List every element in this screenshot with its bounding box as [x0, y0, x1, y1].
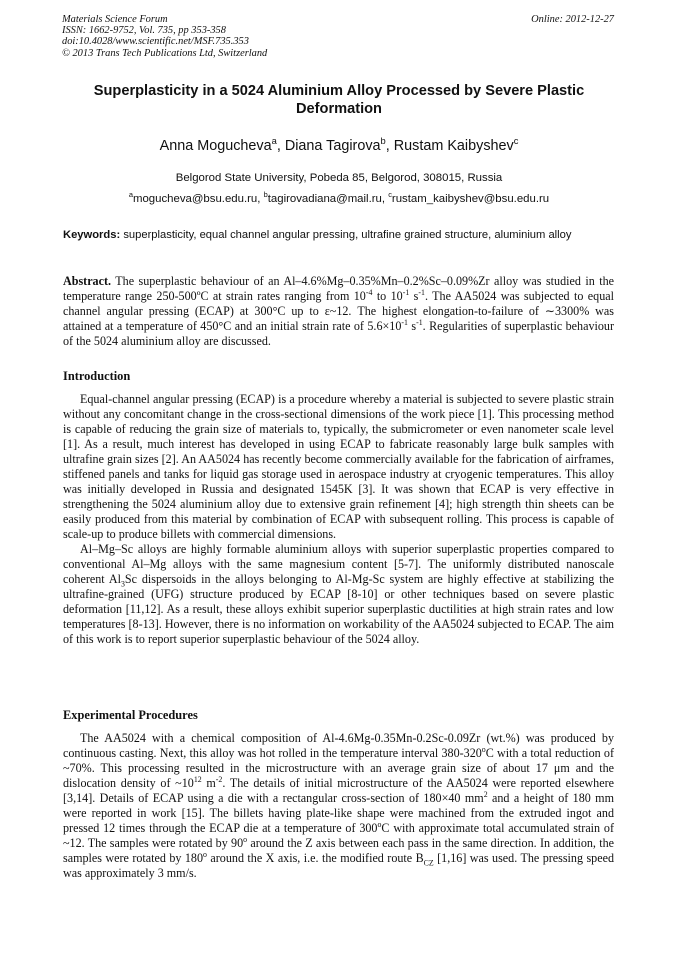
subscript: CZ [423, 858, 434, 868]
author-mark: b [380, 136, 386, 147]
superscript: o [377, 819, 382, 829]
superscript: o [243, 834, 248, 844]
email-mark: a [128, 190, 133, 200]
author-name: Rustam Kaibyshev [393, 138, 514, 154]
experimental-body [63, 731, 614, 881]
email-list: $^a$mogucheva@bsu.edu.ru, $^b$tagirovadiana@mail.ru, $^c$rustam_kaibyshev@bsu.edu.ru [128, 190, 550, 205]
paragraph-text: The AA5024 with a chemical composition of Al-4.6Mg-0.35Mn-0.2Sc-0.09Zr (wt.%) was produced by continuous casting. Next, this alloy was hot rolled in the temperature interval 380-320 [63, 731, 614, 760]
abstract-text: s [407, 319, 417, 333]
keywords [63, 228, 614, 243]
author-mark: c [513, 136, 519, 147]
author-name: Diana Tagirova [284, 138, 381, 154]
paragraph-text: around the Z axis between each pass in the same direction. In addition, the samples were rotated by 180 [63, 836, 615, 865]
doi-line[interactable]: doi:10.4028/www.scientific.net/MSF.735.353 [62, 36, 249, 48]
paper-title: Superplasticity in a 5024 Aluminium Alloy Processed by Severe Plastic Deformation [93, 83, 585, 117]
abstract-sup: -4 [365, 287, 373, 297]
email-address[interactable]: mogucheva@bsu.edu.ru [132, 193, 258, 205]
abstract-text: . The AA5024 was subjected to equal channel angular pressing (ECAP) at 300°C up to ε~12. The highest elongation-to-failure of ∼3300% was attained at a temperature of 450°C and an initial strain rate of 5.6×10 [63, 289, 614, 333]
subscript: 3 [120, 579, 125, 589]
issn-line: ISSN: 1662-9752, Vol. 735, pp 353-358 [62, 25, 226, 37]
superscript: o [481, 744, 486, 754]
introduction-body [63, 392, 614, 647]
abstract [63, 274, 614, 349]
email-mark: c [388, 190, 392, 200]
online-date: Online: 2012-12-27 [531, 14, 614, 25]
paragraph [63, 731, 614, 881]
paragraph-text: C with a total reduction of ~70%. This processing resulted in the microstructure with an average grain size of about 17 μm and the dislocation density of ~10 [63, 746, 614, 790]
keywords-text: superplasticity, equal channel angular pressing, ultrafine grained structure, aluminium alloy [123, 229, 572, 241]
keywords-label: Keywords: [63, 229, 121, 241]
copyright-line: © 2013 Trans Tech Publications Ltd, Switzerland [62, 47, 268, 59]
email-address[interactable]: tagirovadiana@mail.ru [267, 193, 382, 205]
superscript: 12 [193, 774, 202, 784]
superscript: 2 [483, 789, 488, 799]
abstract-text: s [409, 289, 419, 303]
paragraph-text: [1,16] was used. The pressing speed was approximately 3 mm/s. [63, 851, 614, 880]
paragraph-text: Sc dispersoids in the alloys belonging to Al-Mg-Sc system are highly effective at stabilizing the ultrafine-grained (UFG) structure produced by ECAP [8-10] or other techniques based on severe plastic deformation [11,12]. As a result, these alloys exhibit superior superplastic ductilities at high strain rates and low temperatures [8-13]. However, there is no information on workability of the AA5024 subjected to ECAP. The aim of this work is to report superior superplastic behaviour of the 5024 alloy. [63, 572, 614, 646]
paragraph-text: m [201, 776, 216, 790]
section-heading-experimental: Experimental Procedures [63, 708, 198, 722]
email-mark: b [263, 190, 268, 200]
abstract-text: The superplastic behaviour of an Al–4.6%Mg–0.35%Mn–0.2%Sc–0.09%Zr alloy was studied in the temperature range 250-500ºC at strain rates ranging from 10 [63, 274, 614, 303]
abstract-sup: -1 [402, 287, 410, 297]
paragraph-text: C with approximate total accumulated strain of ~12. The samples were rotated by 90 [63, 821, 615, 850]
paragraph-text: . The details of initial microstructure of the AA5024 were reported elsewhere [3,14]. Details of ECAP using a die with a rectangular cross-section of 180×40 mm [63, 776, 614, 805]
author-mark: a [271, 136, 277, 147]
author-name: Anna Mogucheva [159, 138, 272, 154]
superscript: -2 [215, 774, 223, 784]
email-address[interactable]: rustam_kaibyshev@bsu.edu.ru [391, 193, 550, 205]
superscript: o [203, 849, 207, 859]
abstract-sup: -1 [401, 317, 408, 327]
abstract-sup: -1 [418, 287, 425, 297]
section-heading-introduction: Introduction [63, 369, 131, 383]
abstract-label: Abstract. [63, 274, 112, 288]
abstract-sup: -1 [416, 317, 423, 327]
abstract-text: . Regularities of superplastic behaviour of the 5024 aluminium alloy are discussed. [63, 319, 614, 348]
paragraph-text: and a height of 180 mm were reported in work [15]. The billets having plate-like shape were machined from the extruded ingot and pressed 12 times through the ECAP die at a temperature of 300 [63, 791, 614, 835]
paragraph-text: Al–Mg–Sc alloys are highly formable aluminium alloys with superior superplastic properties compared to conventional Al–Mg alloys with the same magnesium content [5-7]. The uniformly distributed nanoscale coherent Al [63, 542, 614, 586]
paragraph: Equal-channel angular pressing (ECAP) is a procedure whereby a material is subjected to severe plastic strain without any concomitant change in the cross-sectional dimensions of the work piece [1]. This processing method is capable of reducing the grain size of materials to, typically, the submicrometer or even nanometer scale level [1]. As a result, much interest has developed in using ECAP to fabricate reasonably large bulk samples with ultrafine grain sizes [2]. An AA5024 has recently become commercially available for the fabrication of airframes, stiffened panels and tanks for liquid gas storage used in aerospace industry at cryogenic temperatures. This alloy was initially developed in Russia and designated 1545K [3]. It was shown that ECAP is very effective in strengthening the 5024 aluminium alloy due to extensive grain refinement [4]; high strength thin sheets can be easily produced from this material by combination of ECAP with subsequent rolling. This process is capable of scale-up to produce billets with commercial dimensions. [63, 392, 614, 541]
paragraph-text: around the X axis, i.e. the modified route B [206, 851, 424, 865]
journal-header [62, 14, 267, 59]
abstract-text: to 10 [372, 289, 403, 303]
affiliation: Belgorod State University, Pobeda 85, Belgorod, 308015, Russia [175, 172, 503, 184]
journal-name: Materials Science Forum [62, 14, 168, 25]
author-list: Anna Mogucheva$^a$, Diana Tagirova$^b$, Rustam Kaibyshev$^c$ [159, 136, 519, 154]
paragraph [63, 542, 614, 647]
